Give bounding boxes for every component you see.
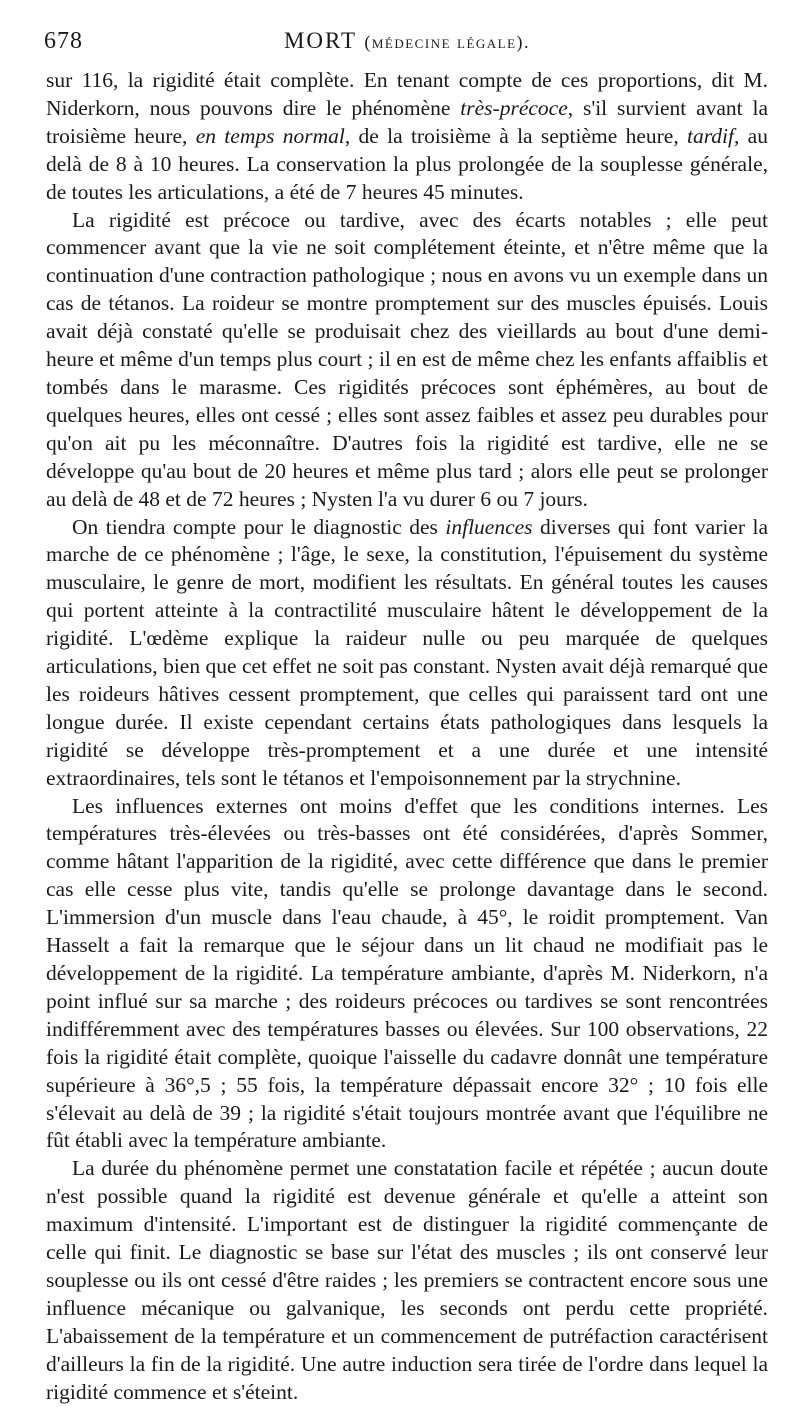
body-text: [46, 67, 768, 1407]
paragraph: [46, 793, 768, 1156]
text-run: , de la troisième à la septième heure,: [344, 123, 688, 148]
text-run: La rigidité est précoce ou tardive, avec des écarts notables ; elle peut commencer avant que la vie ne soit complétement éteinte, et n'être même que la continuation d'une contraction pathologique ; nous en avons vu un exemple dans un cas de tétanos. La roideur se montre promptement sur des muscles épuisés. Louis avait déjà constaté qu'elle se produisait chez des vieillards au bout d'une demi-heure et même d'un temps plus court ; il en est de même chez les enfants affaiblis et tombés dans le marasme. Ces rigidités précoces sont éphémères, au bout de quelques heures, elles ont cessé ; elles sont assez faibles et assez peu durables pour qu'on ait pu les méconnaître. D'autres fois la rigidité est tardive, elle ne se développe qu'au bout de 20 heures et même plus tard ; alors elle peut se prolonger au delà de 48 et de 72 heures ; Nysten l'a vu durer 6 ou 7 jours.: [46, 207, 768, 511]
italic-term: très-précoce: [460, 95, 568, 120]
text-run: Les influences externes ont moins d'effet que les conditions internes. Les températures très-élevées ou très-basses ont été considérées, d'après Sommer, comme hâtant l'apparition de la rigidité, avec cette différence que dans le premier cas elle cesse plus vite, tandis qu'elle se prolonge davantage dans le second. L'immersion d'un muscle dans l'eau chaude, à 45°, le roidit promptement. Van Hasselt a fait la remarque que le séjour dans un lit chaud ne modifiait pas le développement de la rigidité. La température ambiante, d'après M. Niderkorn, n'a point influé sur sa marche ; des roideurs précoces ou tardives se sont rencontrées indifféremment avec des températures basses ou élevées. Sur 100 observations, 22 fois la rigidité était complète, quoique l'aisselle du cadavre donnât une température supérieure à 36°,5 ; 55 fois, la température dépassait encore 32° ; 10 fois elle s'élevait au delà de 39 ; la rigidité s'était toujours montrée avant que l'équilibre ne fût établi avec la température ambiante.: [46, 793, 768, 1153]
italic-term: tardif: [687, 123, 735, 148]
paragraph: [46, 1155, 768, 1406]
page-number: 678: [44, 28, 83, 54]
running-title: [44, 28, 770, 54]
paragraph: [46, 207, 768, 514]
text-run: , s'il survient avant la troisième heure,: [46, 95, 769, 148]
page-header: [44, 28, 770, 58]
text-run: diverses qui font varier la marche de ce phénomène ; l'âge, le sexe, la constitution, l'épuisement du système musculaire, le genre de mort, modifient les résultats. En général toutes les causes qui portent atteinte à la contractilité musculaire hâtent le développement de la rigidité. L'œdème explique la raideur nulle ou peu marquée de quelques articulations, bien que cet effet ne soit pas constant. Nysten avait déjà remarqué que les roideurs hâtives cessent promptement, que celles qui paraissent tard ont une longue durée. Il existe cependant certains états pathologiques dans lesquels la rigidité se développe très-promptement et a une durée et une intensité extraordinaires, tels sont le tétanos et l'empoisonnement par la strychnine.: [46, 514, 769, 790]
paragraph: [46, 67, 768, 207]
text-run: On tiendra compte pour le diagnostic des: [72, 514, 446, 539]
running-title-main: MORT: [283, 28, 357, 53]
text-run: sur 116, la rigidité était complète. En tenant compte de ces proportions, dit M. Niderkorn, nous pouvons dire le phénomène: [46, 68, 768, 120]
italic-term: influences: [445, 514, 533, 539]
text-run: , au delà de 8 à 10 heures. La conservation la plus prolongée de la souplesse générale, de toutes les articulations, a été de 7 heures 45 minutes.: [46, 123, 768, 204]
running-title-sub: (médecine légale).: [364, 32, 531, 52]
paragraph: [46, 514, 768, 793]
italic-term: en temps normal: [195, 123, 345, 148]
text-run: La durée du phénomène permet une constatation facile et répétée ; aucun doute n'est possible quand la rigidité est devenue générale et qu'elle a atteint son maximum d'intensité. L'important est de distinguer la rigidité commençante de celle qui finit. Le diagnostic se base sur l'état des muscles ; ils ont conservé leur souplesse ou ils ont cessé d'être raides ; les premiers se contractent encore sous une influence mécanique ou galvanique, les seconds ont perdu cette propriété. L'abaissement de la température et un commencement de putréfaction caractérisent d'ailleurs la fin de la rigidité. Une autre induction sera tirée de l'ordre dans lequel la rigidité commence et s'éteint.: [46, 1156, 768, 1404]
